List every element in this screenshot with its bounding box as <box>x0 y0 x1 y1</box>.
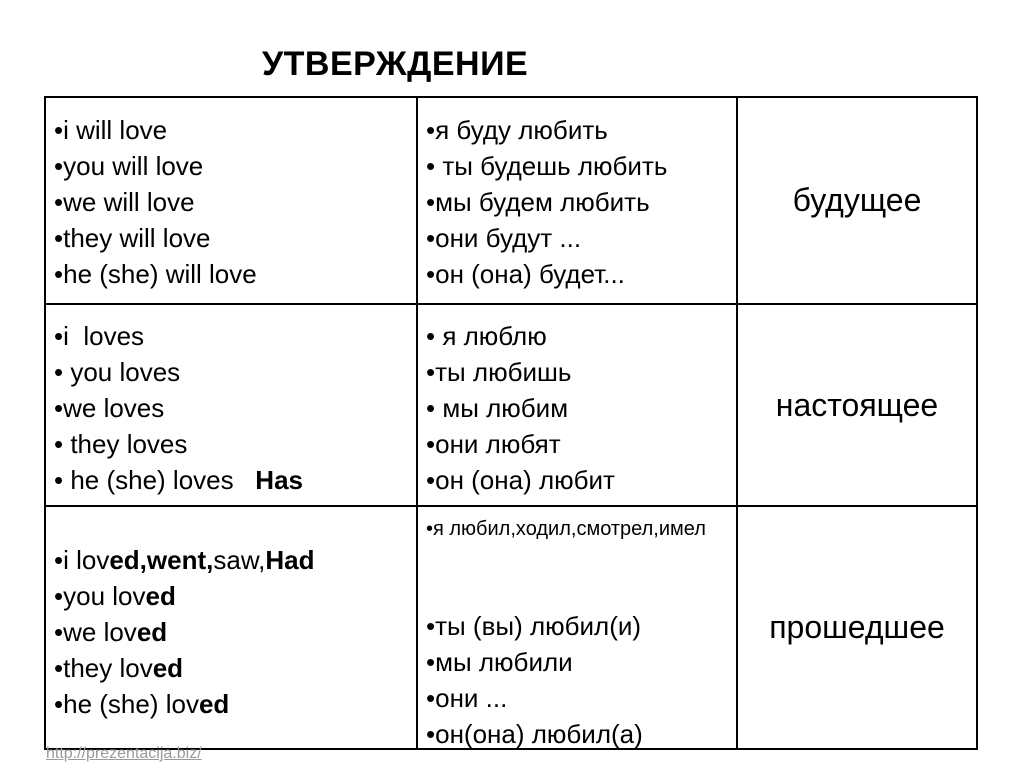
russian-cell-present <box>426 318 732 498</box>
russian-line: •я буду любить <box>426 115 608 145</box>
russian-line: • мы любим <box>426 393 569 423</box>
russian-cell-past <box>426 516 732 543</box>
english-line <box>54 148 414 184</box>
text-segment: • they loves <box>54 429 188 459</box>
english-line <box>54 462 414 498</box>
text-segment: •you lov <box>54 581 146 611</box>
text-segment: saw, <box>213 545 266 575</box>
russian-line: •он(она) любил(а) <box>426 719 643 749</box>
russian-line: • я люблю <box>426 321 547 351</box>
bold-text-segment: Had <box>265 545 315 575</box>
footer-link[interactable]: http://prezentacija.biz/ <box>46 745 202 762</box>
english-cell-past <box>54 542 414 722</box>
bold-text-segment: ed <box>145 581 176 611</box>
english-line <box>54 426 414 462</box>
bold-text-segment: ed,went, <box>109 545 214 575</box>
english-line <box>54 184 414 220</box>
russian-line: •он (она) любит <box>426 465 615 495</box>
text-segment: •he (she) will love <box>54 259 257 289</box>
bold-text-segment: ed <box>198 689 230 719</box>
text-segment: •i will love <box>54 115 168 145</box>
text-segment: • you loves <box>54 357 181 387</box>
russian-line: •они ... <box>426 683 508 713</box>
english-line <box>54 614 414 650</box>
english-line <box>54 650 414 686</box>
english-line <box>54 578 414 614</box>
tense-text: будущее <box>792 182 922 218</box>
russian-line: •ты любишь <box>426 357 572 387</box>
text-segment: •they lov <box>54 653 153 683</box>
text-segment: •i lov <box>54 545 110 575</box>
russian-cell-future <box>426 112 732 292</box>
text-segment: •he (she) lov <box>54 689 199 719</box>
russian-line: •мы будем любить <box>426 187 650 217</box>
english-line <box>54 256 414 292</box>
text-segment: •we loves <box>54 393 165 423</box>
russian-line: •мы любили <box>426 647 573 677</box>
russian-line: •они любят <box>426 429 561 459</box>
bold-text-segment: Has <box>255 465 303 495</box>
english-line <box>54 354 414 390</box>
text-segment: •we lov <box>54 617 137 647</box>
column-divider <box>416 98 418 748</box>
tense-label-future <box>738 98 976 303</box>
text-segment: •i loves <box>54 321 145 351</box>
bold-text-segment: ed <box>152 653 184 683</box>
russian-cell-past-rest <box>426 608 732 752</box>
russian-line: •ты (вы) любил(и) <box>426 611 642 641</box>
text-segment: •they will love <box>54 223 211 253</box>
english-line <box>54 318 414 354</box>
russian-line-small: •я любил,ходил,смотрел,имел <box>426 518 706 540</box>
russian-line: •он (она) будет... <box>426 259 625 289</box>
english-cell-future <box>54 112 414 292</box>
tense-label-past <box>738 507 976 748</box>
russian-line: • ты будешь любить <box>426 151 668 181</box>
tense-text: настоящее <box>775 386 939 423</box>
conjugation-table <box>44 96 978 750</box>
tense-label-present <box>738 305 976 505</box>
english-line <box>54 390 414 426</box>
english-line <box>54 542 414 578</box>
text-segment: •you will love <box>54 151 204 181</box>
russian-line: •они будут ... <box>426 223 582 253</box>
english-line <box>54 686 414 722</box>
text-segment: • he (she) loves <box>54 465 256 495</box>
tense-text: прошедшее <box>769 609 945 645</box>
english-cell-present <box>54 318 414 498</box>
english-line <box>54 112 414 148</box>
english-line <box>54 220 414 256</box>
page-title: УТВЕРЖДЕНИЕ <box>262 45 529 83</box>
bold-text-segment: ed <box>136 617 168 647</box>
text-segment: •we will love <box>54 187 195 217</box>
